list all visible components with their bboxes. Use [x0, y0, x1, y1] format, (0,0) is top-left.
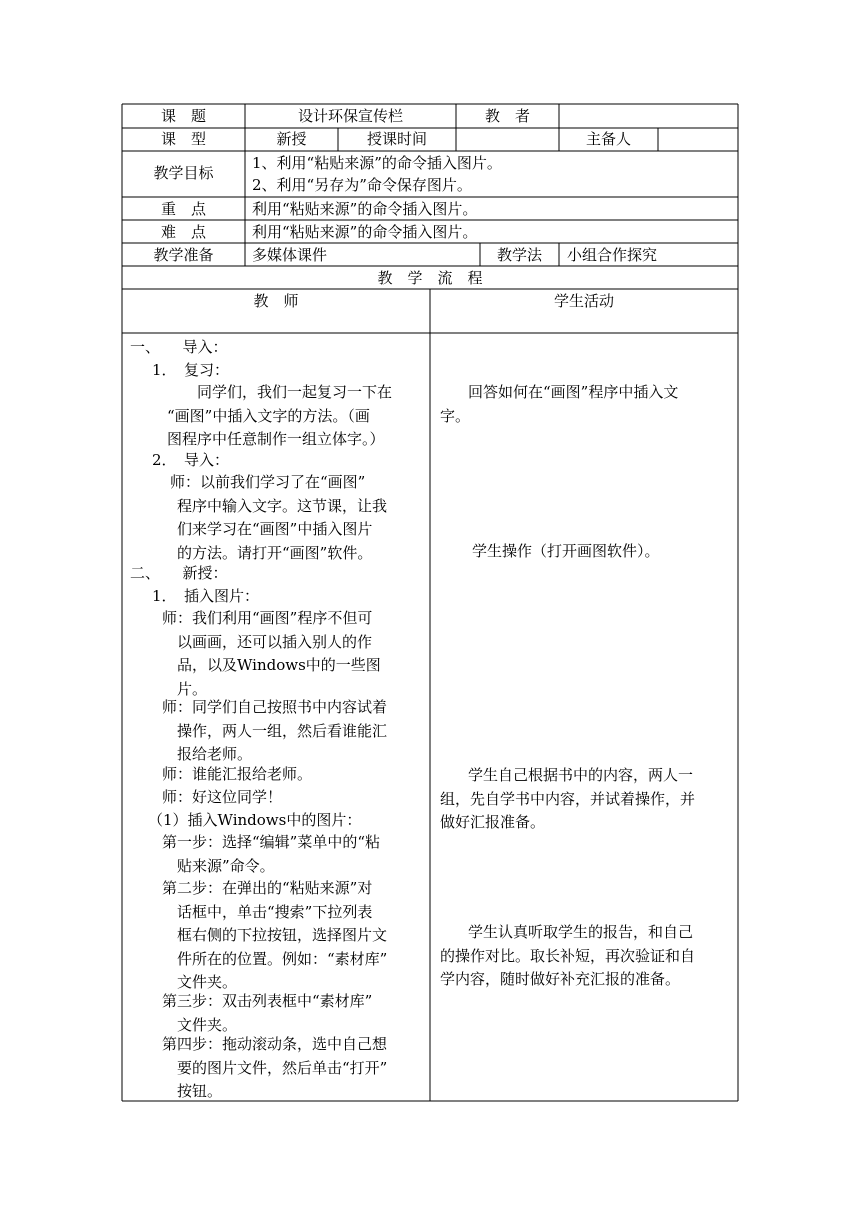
type-value: 新授	[276, 130, 307, 148]
para-line: 片。	[177, 679, 208, 698]
intro-text	[170, 471, 387, 565]
activity-line: 回答如何在“画图”程序中插入文	[468, 383, 679, 401]
para-line: 品，以及Windows中的一些图	[177, 656, 381, 674]
step-line: 按钮。	[177, 1082, 223, 1100]
intro-line: 的方法。请打开“画图”软件。	[177, 543, 373, 562]
topic-label: 课 题	[160, 107, 206, 125]
flow-title: 教 学 流 程	[377, 269, 483, 287]
para-line: 报给老师。	[177, 745, 253, 763]
goals-label: 教学目标	[153, 164, 214, 182]
goal-2: 2、利用“另存为”命令保存图片。	[252, 176, 472, 194]
step-line: 第一步：选择“编辑”菜单中的“粘	[162, 833, 381, 851]
para-line: 师：我们利用“画图”程序不但可	[162, 609, 373, 627]
review-text	[167, 381, 392, 452]
section-2-heading: 二、 新授：	[130, 564, 228, 582]
review-line: 图程序中任意制作一组立体字。）	[167, 430, 385, 448]
step-4	[162, 1033, 387, 1104]
step-2	[162, 877, 387, 995]
step-line: 件所在的位置。例如：“素材库”	[177, 949, 388, 968]
method-value: 小组合作探究	[567, 246, 658, 264]
activity-line: 学生自己根据书中的内容，两人一	[468, 766, 694, 784]
student-activity-1	[440, 381, 678, 428]
intro-line: 程序中输入文字。这节课，让我	[177, 496, 388, 515]
difficulty-label: 难 点	[160, 223, 206, 241]
student-activity-2: 学生操作（打开画图软件）。	[472, 542, 660, 560]
para-line: 师：同学们自己按照书中内容试着	[162, 698, 388, 716]
student-activity-4	[440, 921, 695, 992]
step-line: 要的图片文件，然后单击“打开”	[177, 1058, 388, 1077]
key-label: 重 点	[160, 200, 206, 218]
review-line: “画图”中插入文字的方法。（画	[167, 406, 370, 425]
step-line: 文件夹。	[177, 1015, 238, 1034]
review-line: 同学们，我们一起复习一下在	[197, 383, 393, 401]
step-line: 文件夹。	[177, 973, 238, 991]
activity-line: 学内容，随时做好补充汇报的准备。	[440, 970, 681, 988]
step-3	[162, 990, 372, 1037]
goal-1: 1、利用“粘贴来源”的命令插入图片。	[252, 154, 502, 172]
step-line: 第二步：在弹出的“粘贴来源”对	[162, 879, 373, 897]
type-label: 课 型	[160, 130, 206, 148]
author-label: 教 者	[484, 107, 530, 125]
subsection-1-1: 1． 复习：	[152, 361, 230, 379]
teacher-header: 教 师	[253, 292, 299, 310]
section-1-heading: 一、 导入：	[130, 338, 228, 356]
activity-line: 的操作对比。取长补短，再次验证和自	[440, 946, 696, 965]
step-line: 话框中，单击“搜索”下拉列表	[177, 902, 373, 921]
step-line: 第三步：双击列表框中“素材库”	[162, 992, 373, 1010]
activity-line: 字。	[440, 406, 471, 425]
teacher-para-4: 师：好这位同学！	[162, 788, 283, 806]
subsection-2-1: 1． 插入图片：	[152, 587, 260, 605]
intro-line: 师：以前我们学习了在“画图”	[170, 473, 366, 491]
activity-line: 做好汇报准备。	[440, 813, 546, 831]
teacher-para-3: 师：谁能汇报给老师。	[162, 765, 313, 783]
subsection-1-2: 2． 导入：	[152, 451, 230, 469]
intro-line: 们来学习在“画图”中插入图片	[177, 520, 373, 538]
key-value: 利用“粘贴来源”的命令插入图片。	[252, 200, 478, 218]
prep-label: 教学准备	[153, 246, 214, 264]
prep-value: 多媒体课件	[252, 246, 328, 264]
step-line: 第四步：拖动滚动条，选中自己想	[162, 1035, 388, 1053]
teacher-para-2	[162, 696, 387, 767]
difficulty-value: 利用“粘贴来源”的命令插入图片。	[252, 223, 478, 241]
student-activity-3	[440, 764, 695, 835]
teacher-para-5: （1）插入Windows中的图片：	[148, 811, 362, 829]
step-line: 贴来源”命令。	[177, 856, 275, 875]
step-line: 框右侧的下拉按钮，选择图片文	[177, 926, 388, 944]
topic-value: 设计环保宣传栏	[297, 107, 403, 125]
activity-line: 学生认真听取学生的报告，和自己	[468, 923, 694, 941]
method-label: 教学法	[496, 246, 542, 264]
step-1	[162, 831, 380, 878]
para-line: 操作，两人一组，然后看谁能汇	[177, 721, 388, 740]
para-line: 以画画，还可以插入别人的作	[177, 632, 373, 651]
time-label: 授课时间	[366, 130, 427, 148]
student-header: 学生活动	[553, 292, 614, 310]
activity-line: 组，先自学书中内容，并试着操作，并	[440, 789, 696, 808]
teacher-para-1	[162, 607, 381, 701]
lead-label: 主备人	[585, 130, 631, 148]
